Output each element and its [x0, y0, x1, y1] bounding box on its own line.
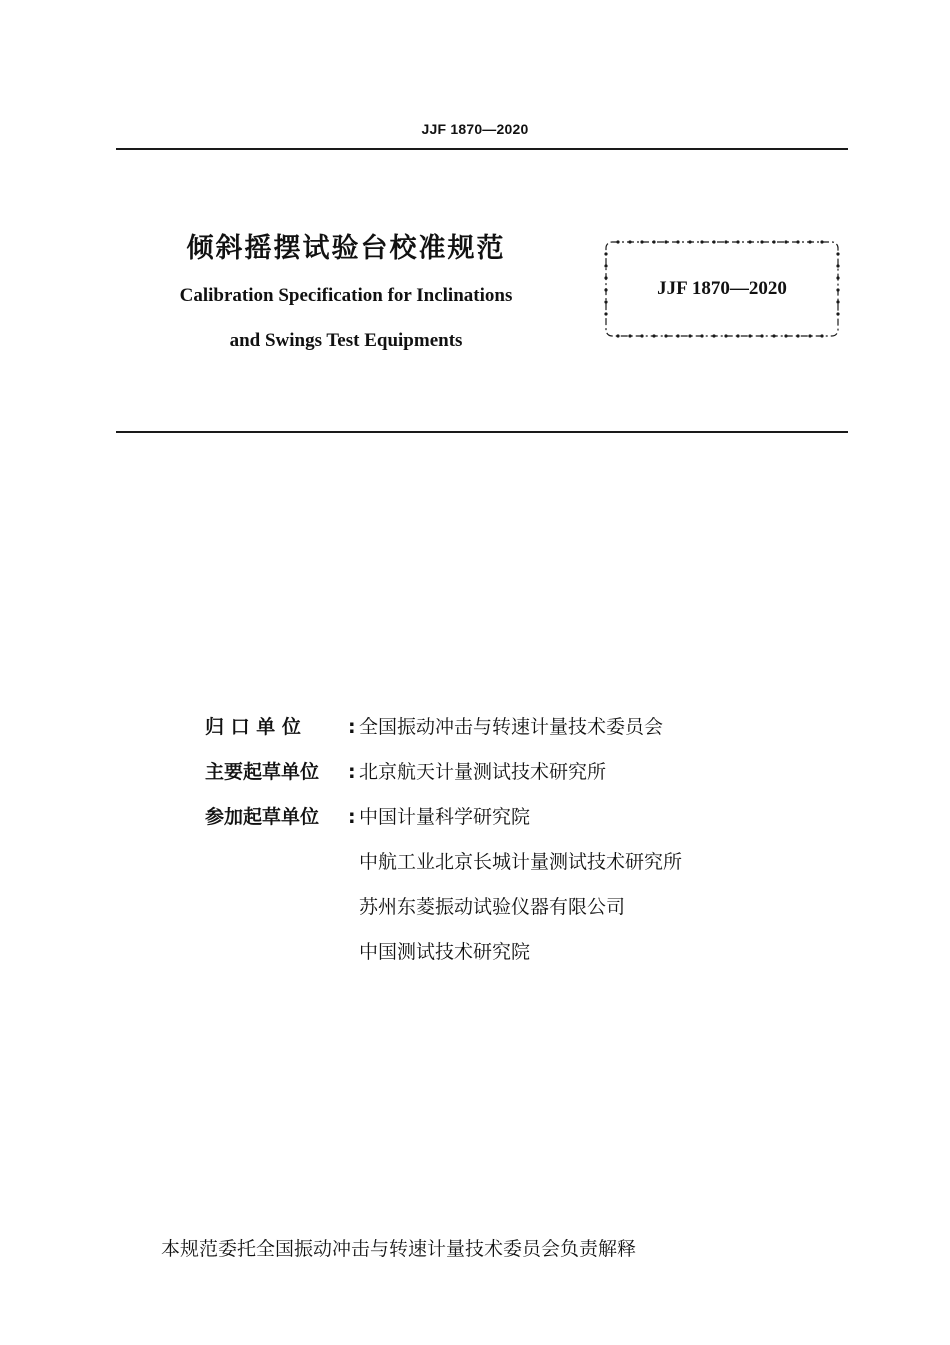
participating-unit-label: 参加起草单位: [205, 806, 320, 828]
participating-unit-row: [205, 937, 682, 982]
participating-unit-row: [205, 847, 682, 892]
standard-code-box: [604, 240, 840, 338]
participating-unit-value: 中航工业北京长城计量测试技术研究所: [359, 851, 683, 873]
colon: :: [348, 716, 356, 738]
title-english-line2: and Swings Test Equipments: [229, 330, 463, 351]
colon: :: [348, 761, 356, 783]
participating-unit-row: [205, 892, 682, 937]
main-drafting-unit-row: [205, 757, 682, 802]
title-english-line1: Calibration Specification for Inclinations: [179, 285, 513, 306]
responsible-unit-label: 归 口 单 位: [205, 716, 301, 738]
code-box-label: JJF 1870—2020: [657, 278, 787, 299]
middle-divider: [116, 431, 848, 433]
title-chinese: 倾斜摇摆试验台校准规范: [186, 233, 506, 264]
participating-unit-value: 中国计量科学研究院: [359, 806, 531, 828]
main-drafting-unit-value: 北京航天计量测试技术研究所: [359, 761, 607, 783]
participating-unit-value: 中国测试技术研究院: [359, 941, 531, 963]
drafting-units: [205, 712, 682, 982]
colon: :: [348, 806, 356, 828]
participating-unit-row: [205, 802, 682, 847]
responsible-unit-value: 全国振动冲击与转速计量技术委员会: [359, 716, 664, 738]
participating-unit-value: 苏州东菱振动试验仪器有限公司: [359, 896, 626, 918]
interpretation-note: 本规范委托全国振动冲击与转速计量技术委员会负责解释: [161, 1238, 637, 1260]
header-standard-code: JJF 1870—2020: [421, 121, 529, 137]
main-drafting-unit-label: 主要起草单位: [205, 761, 320, 783]
responsible-unit-row: [205, 712, 682, 757]
top-divider: [116, 148, 848, 150]
